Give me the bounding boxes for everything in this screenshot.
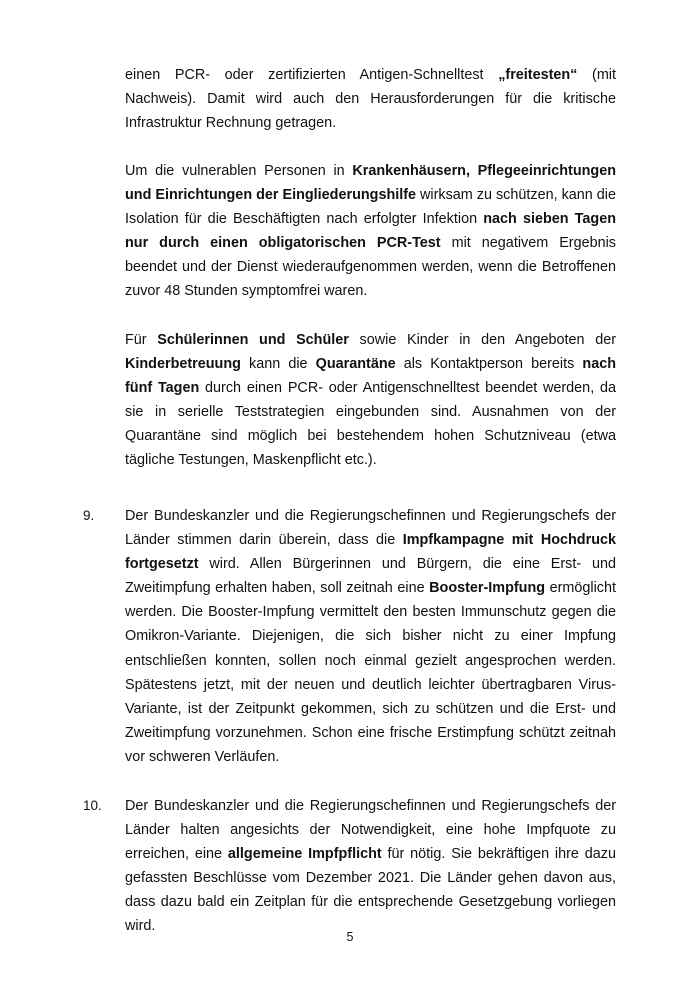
bold-text: Krankenhäusern, Pflegeeinrichtungen und Einrichtungen der Eingliederungshilfe: [125, 163, 616, 204]
text-span: für nötig. Sie bekräftigen ihre dazu gefassten Beschlüsse vom Dezember 2021. Die Länder gehen davon aus, dass dazu bald ein Zeitplan für die entsprechende Gesetzgebung vorliegen wird.: [125, 846, 616, 935]
text-span: wird. Allen Bürgerinnen und Bürgern, die eine Erst- und Zweitimpfung erhalten haben, soll zeitnah eine: [125, 556, 616, 597]
page-number: 5: [346, 930, 354, 944]
paragraph-freitesten: [125, 63, 616, 135]
text-span: Der Bundeskanzler und die Regierungschefinnen und Regierungschefs der Länder stimmen darin überein, dass die: [125, 508, 616, 549]
bold-text: Booster-Impfung: [429, 580, 546, 597]
bold-text: Quarantäne: [315, 356, 396, 373]
bold-text: Impfkampagne mit Hochdruck fortgesetzt: [125, 532, 616, 573]
bold-text: allgemeine Impfpflicht: [227, 846, 382, 863]
item-number-9: 9.: [83, 508, 95, 523]
text-span: ermöglicht werden. Die Booster-Impfung vermittelt den besten Immunschutz gegen die Omikron-Variante. Diejenigen, die sich bisher nicht zu einer Impfung entschließen konnten, sollen noch einmal gezielt angesprochen werden. Spätestens jetzt, mit der neuen und deutlich leichter übertragbaren Virus-Variante, ist der Zeitpunkt gekommen, sich zu schützen und die Erst- und Zweitimpfung vorzunehmen. Schon eine frische Erstimpfung schützt zeitnah vor schweren Verläufen.: [125, 580, 616, 765]
paragraph-vaccination-campaign: [125, 504, 616, 769]
text-span: wirksam zu schützen, kann die Isolation für die Beschäftigten nach erfolgter Infektion: [125, 187, 616, 228]
bold-text: Schülerinnen und Schüler: [157, 332, 349, 348]
item-number-10: 10.: [83, 798, 102, 813]
text-span: durch einen PCR- oder Antigenschnelltest beendet werden, da sie in serielle Teststrategien eingebunden sind. Ausnahmen von der Quarantäne sind möglich bei bestehendem hohen Schutzniveau (etwa tägliche Testungen, Maskenpflicht etc.).: [125, 380, 616, 469]
text-span: Der Bundeskanzler und die Regierungschefinnen und Regierungschefs der Länder halten angesichts der Notwendigkeit, eine hohe Impfquote zu erreichen, eine: [125, 798, 616, 863]
text-span: als Kontaktperson bereits: [395, 356, 583, 373]
text-span: Für: [125, 332, 158, 348]
paragraph-vulnerable-persons: [125, 159, 616, 304]
bold-text: nach fünf Tagen: [125, 356, 616, 397]
bold-text: Kinderbetreuung: [125, 356, 241, 373]
text-span: (mit Nachweis). Damit wird auch den Herausforderungen für die kritische Infrastruktur Rechnung getragen.: [125, 67, 616, 132]
text-span: kann die: [240, 356, 316, 373]
text-span: einen PCR- oder zertifizierten Antigen-Schnelltest: [125, 67, 499, 83]
paragraph-schools: [125, 328, 616, 473]
text-span: sowie Kinder in den Angeboten der: [348, 332, 617, 348]
text-span: Um die vulnerablen Personen in: [125, 163, 353, 179]
bold-text: „freitesten“: [498, 67, 578, 83]
bold-text: nach sieben Tagen nur durch einen obligatorischen PCR-Test: [125, 211, 616, 252]
text-span: mit negativem Ergebnis beendet und der Dienst wiederaufgenommen werden, wenn die Betroffenen zuvor 48 Stunden symptomfrei waren.: [125, 235, 616, 300]
paragraph-mandatory-vaccination: [125, 794, 616, 939]
